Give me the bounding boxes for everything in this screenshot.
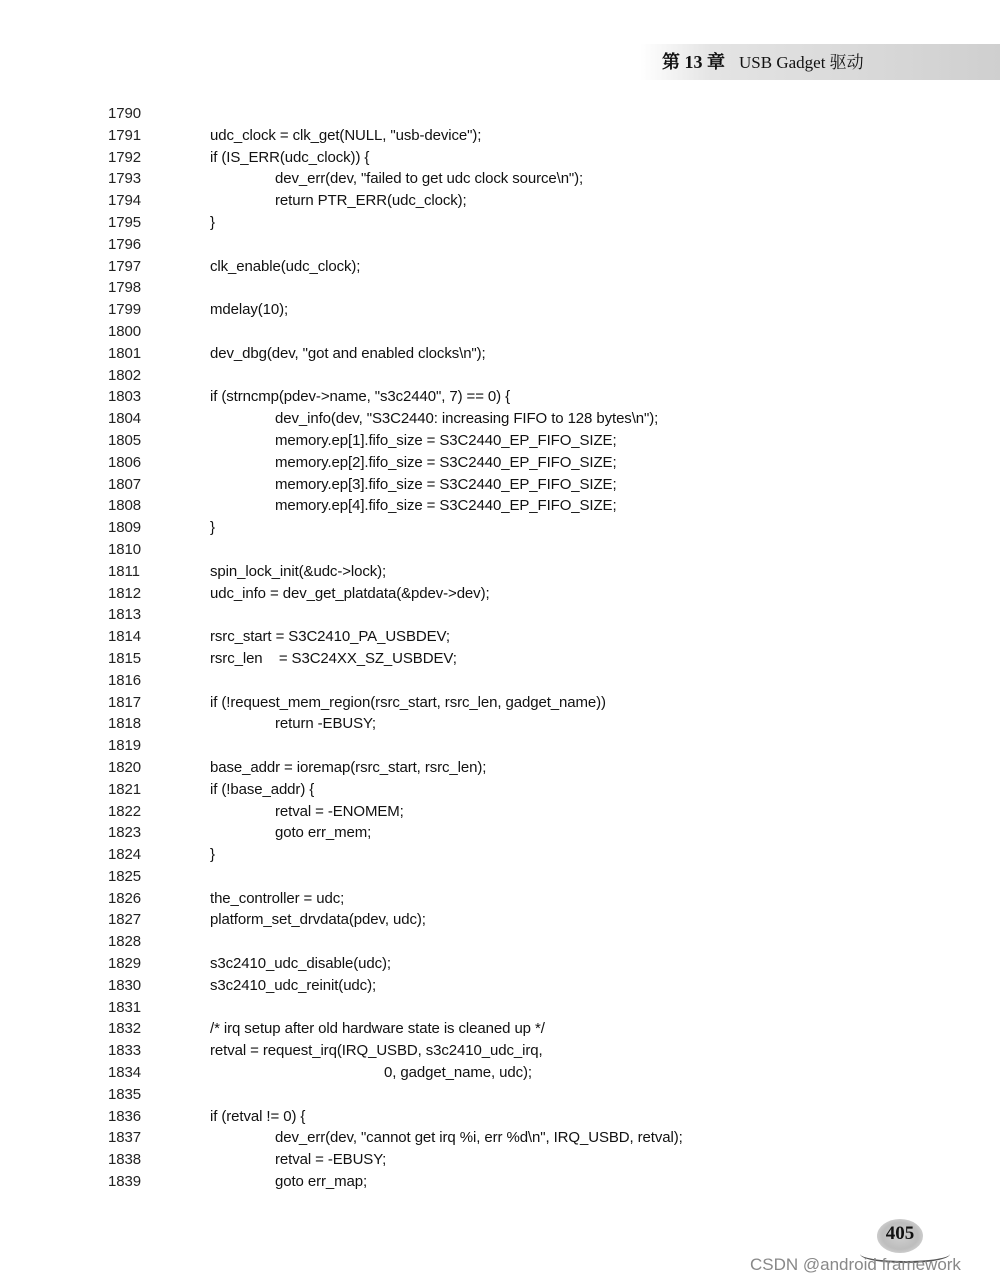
code-line bbox=[0, 583, 1000, 605]
code-text: platform_set_drvdata(pdev, udc); bbox=[210, 911, 426, 929]
line-number: 1803 bbox=[108, 388, 141, 406]
line-number: 1816 bbox=[108, 671, 141, 689]
line-number: 1815 bbox=[108, 649, 141, 667]
line-number: 1804 bbox=[108, 410, 141, 428]
line-number: 1829 bbox=[108, 955, 141, 973]
code-line bbox=[0, 888, 1000, 910]
line-number: 1834 bbox=[108, 1064, 141, 1082]
code-text: rsrc_len = S3C24XX_SZ_USBDEV; bbox=[210, 649, 457, 667]
code-line bbox=[0, 626, 1000, 648]
code-text: base_addr = ioremap(rsrc_start, rsrc_len); bbox=[210, 758, 487, 776]
line-number: 1830 bbox=[108, 976, 141, 994]
code-line bbox=[0, 909, 1000, 931]
code-text: goto err_map; bbox=[275, 1173, 368, 1191]
line-number: 1831 bbox=[108, 998, 141, 1016]
line-number: 1805 bbox=[108, 431, 141, 449]
code-text: } bbox=[210, 213, 215, 231]
code-text: s3c2410_udc_reinit(udc); bbox=[210, 976, 377, 994]
code-line bbox=[0, 1106, 1000, 1128]
line-number: 1820 bbox=[108, 758, 141, 776]
line-number: 1814 bbox=[108, 628, 141, 646]
code-text: retval = -EBUSY; bbox=[275, 1151, 387, 1169]
code-line bbox=[0, 822, 1000, 844]
code-line bbox=[0, 844, 1000, 866]
line-number: 1811 bbox=[108, 562, 140, 580]
line-number: 1799 bbox=[108, 301, 141, 319]
code-text: retval = request_irq(IRQ_USBD, s3c2410_udc_irq, bbox=[210, 1042, 543, 1060]
line-number: 1825 bbox=[108, 867, 141, 885]
code-text: if (!request_mem_region(rsrc_start, rsrc_len, gadget_name)) bbox=[210, 693, 606, 711]
line-number: 1812 bbox=[108, 584, 141, 602]
code-line bbox=[0, 757, 1000, 779]
code-text: /* irq setup after old hardware state is cleaned up */ bbox=[210, 1020, 545, 1038]
line-number: 1838 bbox=[108, 1151, 141, 1169]
line-number: 1824 bbox=[108, 846, 141, 864]
code-line bbox=[0, 299, 1000, 321]
code-text: return PTR_ERR(udc_clock); bbox=[275, 192, 467, 210]
code-text: return -EBUSY; bbox=[275, 715, 376, 733]
code-line bbox=[0, 343, 1000, 365]
code-line bbox=[0, 801, 1000, 823]
code-text: memory.ep[4].fifo_size = S3C2440_EP_FIFO_SIZE; bbox=[275, 497, 617, 515]
code-line bbox=[0, 168, 1000, 190]
watermark: CSDN @android framework bbox=[750, 1255, 961, 1274]
line-number: 1796 bbox=[108, 235, 141, 253]
code-text: memory.ep[3].fifo_size = S3C2440_EP_FIFO_SIZE; bbox=[275, 475, 617, 493]
code-line bbox=[0, 561, 1000, 583]
line-number: 1821 bbox=[108, 780, 141, 798]
line-number: 1835 bbox=[108, 1085, 141, 1103]
code-line bbox=[0, 779, 1000, 801]
code-line bbox=[0, 997, 1000, 1019]
code-line bbox=[0, 256, 1000, 278]
code-line bbox=[0, 975, 1000, 997]
code-text: clk_enable(udc_clock); bbox=[210, 257, 361, 275]
line-number: 1792 bbox=[108, 148, 141, 166]
line-number: 1837 bbox=[108, 1129, 141, 1147]
code-text: memory.ep[1].fifo_size = S3C2440_EP_FIFO_SIZE; bbox=[275, 431, 617, 449]
line-number: 1818 bbox=[108, 715, 141, 733]
line-number: 1827 bbox=[108, 911, 141, 929]
code-line bbox=[0, 648, 1000, 670]
line-number: 1795 bbox=[108, 213, 141, 231]
code-text: dev_err(dev, "failed to get udc clock source\n"); bbox=[275, 170, 584, 188]
code-text: spin_lock_init(&udc->lock); bbox=[210, 562, 387, 580]
code-line bbox=[0, 277, 1000, 299]
code-line bbox=[0, 1149, 1000, 1171]
code-line bbox=[0, 1062, 1000, 1084]
code-line bbox=[0, 125, 1000, 147]
code-line bbox=[0, 103, 1000, 125]
code-text: if (retval != 0) { bbox=[210, 1107, 306, 1125]
line-number: 1822 bbox=[108, 802, 141, 820]
line-number: 1802 bbox=[108, 366, 141, 384]
line-number: 1823 bbox=[108, 824, 141, 842]
code-text: } bbox=[210, 846, 215, 864]
code-line bbox=[0, 931, 1000, 953]
code-text: dev_dbg(dev, "got and enabled clocks\n"); bbox=[210, 344, 486, 362]
code-line bbox=[0, 692, 1000, 714]
code-line bbox=[0, 1040, 1000, 1062]
code-text: goto err_mem; bbox=[275, 824, 372, 842]
code-line bbox=[0, 190, 1000, 212]
code-text: if (IS_ERR(udc_clock)) { bbox=[210, 148, 370, 166]
line-number: 1833 bbox=[108, 1042, 141, 1060]
code-text: dev_info(dev, "S3C2440: increasing FIFO to 128 bytes\n"); bbox=[275, 410, 659, 428]
code-line bbox=[0, 1018, 1000, 1040]
code-line bbox=[0, 1084, 1000, 1106]
line-number: 1839 bbox=[108, 1173, 141, 1191]
line-number: 1832 bbox=[108, 1020, 141, 1038]
code-text: memory.ep[2].fifo_size = S3C2440_EP_FIFO_SIZE; bbox=[275, 453, 617, 471]
line-number: 1793 bbox=[108, 170, 141, 188]
code-text: udc_info = dev_get_platdata(&pdev->dev); bbox=[210, 584, 490, 602]
line-number: 1794 bbox=[108, 192, 141, 210]
code-text: } bbox=[210, 519, 215, 537]
line-number: 1813 bbox=[108, 606, 141, 624]
line-number: 1809 bbox=[108, 519, 141, 537]
code-text: if (strncmp(pdev->name, "s3c2440", 7) == 0) { bbox=[210, 388, 511, 406]
line-number: 1791 bbox=[108, 126, 141, 144]
code-line bbox=[0, 670, 1000, 692]
line-number: 1826 bbox=[108, 889, 141, 907]
code-text: rsrc_start = S3C2410_PA_USBDEV; bbox=[210, 628, 450, 646]
code-text: the_controller = udc; bbox=[210, 889, 345, 907]
line-number: 1790 bbox=[108, 105, 141, 122]
line-number: 1798 bbox=[108, 279, 141, 297]
code-text: retval = -ENOMEM; bbox=[275, 802, 404, 820]
code-line bbox=[0, 604, 1000, 626]
code-text: if (!base_addr) { bbox=[210, 780, 315, 798]
chapter-header bbox=[662, 49, 864, 75]
code-line bbox=[0, 430, 1000, 452]
code-line bbox=[0, 234, 1000, 256]
code-text: udc_clock = clk_get(NULL, "usb-device"); bbox=[210, 126, 482, 144]
code-line bbox=[0, 1171, 1000, 1193]
chapter-title: USB Gadget 驱动 bbox=[739, 53, 864, 72]
code-line bbox=[0, 1127, 1000, 1149]
code-line bbox=[0, 386, 1000, 408]
code-line bbox=[0, 713, 1000, 735]
line-number: 1836 bbox=[108, 1107, 141, 1125]
code-listing bbox=[0, 103, 1000, 1193]
code-line bbox=[0, 212, 1000, 234]
line-number: 1807 bbox=[108, 475, 141, 493]
line-number: 1828 bbox=[108, 933, 141, 951]
code-line bbox=[0, 452, 1000, 474]
chapter-number: 第 13 章 bbox=[662, 52, 725, 72]
code-line bbox=[0, 495, 1000, 517]
page-number: 405 bbox=[885, 1223, 915, 1244]
code-text: mdelay(10); bbox=[210, 301, 289, 319]
code-line bbox=[0, 539, 1000, 561]
code-line bbox=[0, 866, 1000, 888]
code-line bbox=[0, 408, 1000, 430]
line-number: 1810 bbox=[108, 540, 141, 558]
code-text: 0, gadget_name, udc); bbox=[384, 1064, 533, 1082]
line-number: 1819 bbox=[108, 737, 141, 755]
line-number: 1806 bbox=[108, 453, 141, 471]
code-line bbox=[0, 953, 1000, 975]
code-line bbox=[0, 735, 1000, 757]
line-number: 1797 bbox=[108, 257, 141, 275]
line-number: 1808 bbox=[108, 497, 141, 515]
line-number: 1817 bbox=[108, 693, 141, 711]
code-line bbox=[0, 321, 1000, 343]
code-text: s3c2410_udc_disable(udc); bbox=[210, 955, 391, 973]
line-number: 1801 bbox=[108, 344, 141, 362]
line-number: 1800 bbox=[108, 322, 141, 340]
code-line bbox=[0, 474, 1000, 496]
code-line bbox=[0, 365, 1000, 387]
code-text: dev_err(dev, "cannot get irq %i, err %d\n", IRQ_USBD, retval); bbox=[275, 1129, 683, 1147]
code-line bbox=[0, 147, 1000, 169]
code-line bbox=[0, 517, 1000, 539]
